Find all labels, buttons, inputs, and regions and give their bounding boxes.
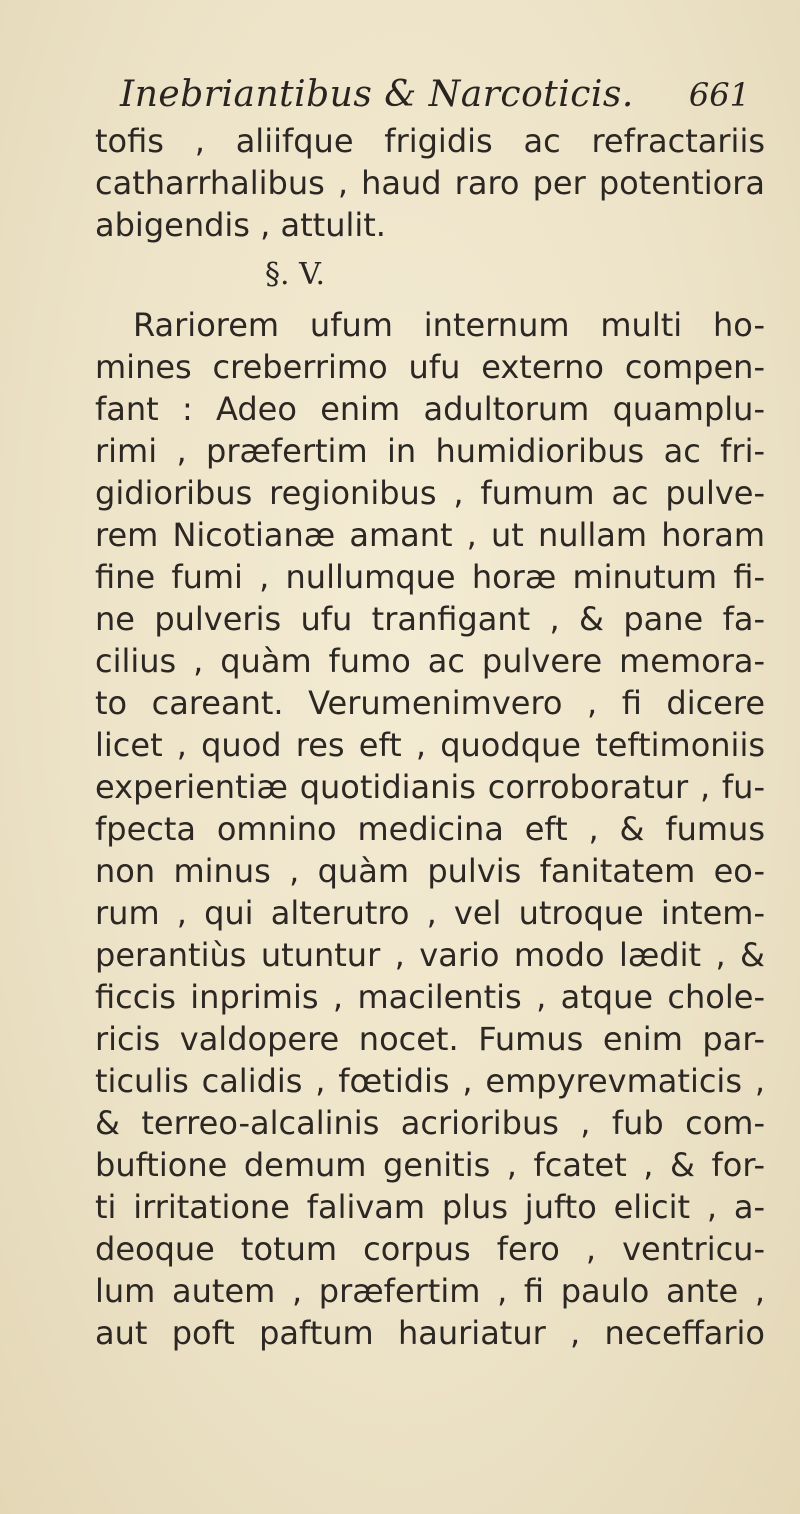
text-line: rem Nicotianæ amant , ut nullam horam — [95, 516, 765, 554]
text-line: catharrhalibus , haud raro per potentiora — [95, 164, 765, 202]
text-line: ti irritatione falivam plus jufto elicit , a- — [95, 1188, 765, 1226]
text-line: ticulis calidis , fœtidis , empyrevmaticis , — [95, 1062, 765, 1100]
text-line: cilius , quàm fumo ac pulvere memora- — [95, 642, 765, 680]
text-line: experientiæ quotidianis corroboratur , fu- — [95, 768, 765, 806]
paragraph-continuation — [95, 120, 765, 246]
text-line: abigendis , attulit. — [95, 206, 386, 244]
running-head: Inebriantibus & Narcoticis. — [120, 74, 634, 115]
page-header — [110, 74, 770, 124]
text-block — [95, 120, 765, 1354]
text-line: rimi , præfertim in humidioribus ac fri- — [95, 432, 765, 470]
text-line: ficcis inprimis , macilentis , atque chole- — [95, 978, 765, 1016]
text-line: non minus , quàm pulvis fanitatem eo- — [95, 852, 765, 890]
text-line: mines creberrimo ufu externo compen- — [95, 348, 765, 386]
text-line: ricis valdopere nocet. Fumus enim par- — [95, 1020, 765, 1058]
text-line: lum autem , præfertim , fi paulo ante , — [95, 1272, 765, 1310]
paragraph-section-v — [95, 304, 765, 1354]
text-line: to careant. Verumenimvero , fi dicere — [95, 684, 765, 722]
section-heading: §. V. — [265, 257, 326, 292]
text-line: Rariorem ufum internum multi ho- — [133, 306, 765, 344]
page-number: 661 — [688, 76, 750, 114]
text-line: tofis , aliifque frigidis ac refractariis — [95, 122, 765, 160]
text-line: aut poft paftum hauriatur , neceffario — [95, 1314, 765, 1352]
text-line: & terreo-alcalinis acrioribus , fub com- — [95, 1104, 765, 1142]
text-line: ne pulveris ufu tranfigant , & pane fa- — [95, 600, 765, 638]
text-line: deoque totum corpus fero , ventricu- — [95, 1230, 765, 1268]
text-line: perantiùs utuntur , vario modo lædit , & — [95, 936, 765, 974]
text-line: fant : Adeo enim adultorum quamplu- — [95, 390, 765, 428]
text-line: gidioribus regionibus , fumum ac pulve- — [95, 474, 765, 512]
text-line: licet , quod res eft , quodque teftimoniis — [95, 726, 765, 764]
text-line: fine fumi , nullumque horæ minutum fi- — [95, 558, 765, 596]
text-line: buftione demum genitis , fcatet , & for- — [95, 1146, 765, 1184]
text-line: fpecta omnino medicina eft , & fumus — [95, 810, 765, 848]
text-line: rum , qui alterutro , vel utroque intem- — [95, 894, 765, 932]
